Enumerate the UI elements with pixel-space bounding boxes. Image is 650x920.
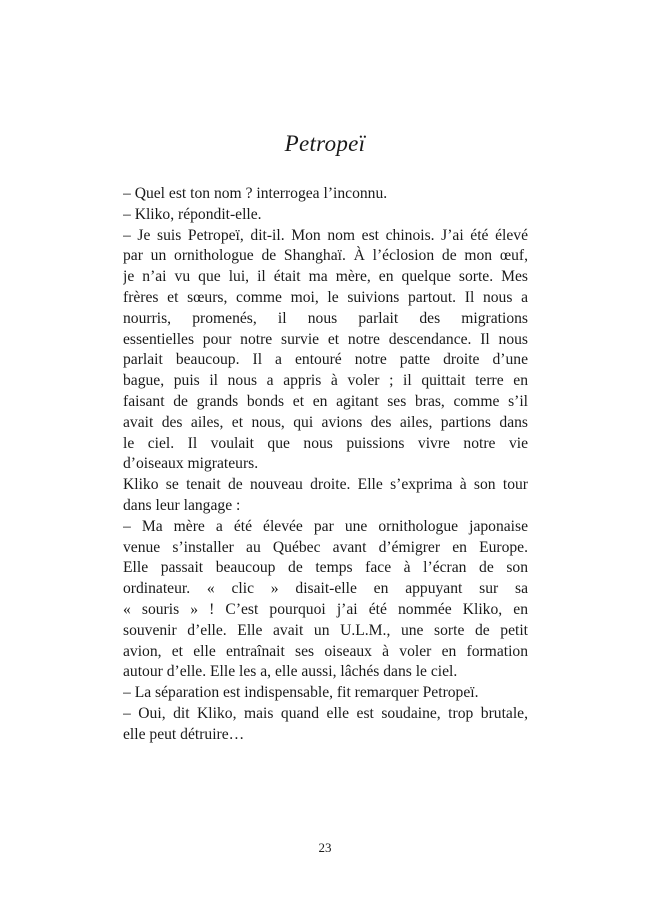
text-line: autour d’elle. Elle les a, elle aussi, lâchés dans le ciel.	[123, 663, 458, 681]
text-line: dans leur langage :	[123, 496, 241, 514]
text-line: venue s’installer au Québec avant d’émigrer en Europe.	[123, 538, 528, 556]
text-line: « souris » ! C’est pourquoi j’ai été nommée Kliko, en	[123, 600, 528, 618]
text-line: le ciel. Il voulait que nous puissions vivre notre vie	[123, 434, 528, 452]
text-line: avait des ailes, et nous, qui avions des ailes, partions dans	[123, 413, 528, 431]
body-text	[123, 184, 528, 746]
text-line: avion, et elle entraînait ses oiseaux à voler en formation	[123, 642, 528, 660]
text-line: souvenir d’elle. Elle avait un U.L.M., une sorte de petit	[123, 621, 528, 639]
text-line: – Ma mère a été élevée par une ornithologue japonaise	[123, 517, 528, 535]
text-line: essentielles pour notre survie et notre descendance. Il nous	[123, 330, 528, 348]
text-line: – Quel est ton nom ? interrogea l’inconnu.	[123, 185, 388, 202]
text-line: ordinateur. « clic » disait-elle en appuyant sur sa	[123, 580, 528, 598]
text-line: par un ornithologue de Shanghaï. À l’éclosion de mon œuf,	[123, 247, 528, 265]
text-line: nourris, promenés, il nous parlait des migrations	[123, 309, 528, 327]
page-number: 23	[318, 840, 332, 855]
text-line: d’oiseaux migrateurs.	[123, 455, 259, 473]
text-line: elle peut détruire…	[123, 725, 245, 743]
text-line: bague, puis il nous a appris à voler ; il quittait terre en	[123, 372, 528, 390]
text-line: – Je suis Petropeï, dit-il. Mon nom est chinois. J’ai été élevé	[123, 226, 528, 244]
text-line: frères et sœurs, comme moi, le suivions partout. Il nous a	[123, 288, 528, 306]
text-line: parlait beaucoup. Il a entouré notre patte droite d’une	[123, 351, 528, 369]
text-line: Kliko se tenait de nouveau droite. Elle s’exprima à son tour	[123, 476, 528, 494]
text-line: – Kliko, répondit-elle.	[123, 205, 262, 223]
text-line: je n’ai vu que lui, il était ma mère, en quelque sorte. Mes	[123, 268, 528, 286]
text-line: – Oui, dit Kliko, mais quand elle est soudaine, trop brutale,	[123, 704, 528, 722]
text-line: Elle passait beaucoup de temps face à l’écran de son	[123, 559, 528, 577]
chapter-title: Petropeï	[284, 131, 366, 156]
text-line: – La séparation est indispensable, fit remarquer Petropeï.	[123, 684, 479, 702]
text-line: faisant de grands bonds et en agitant ses bras, comme s’il	[123, 392, 528, 410]
